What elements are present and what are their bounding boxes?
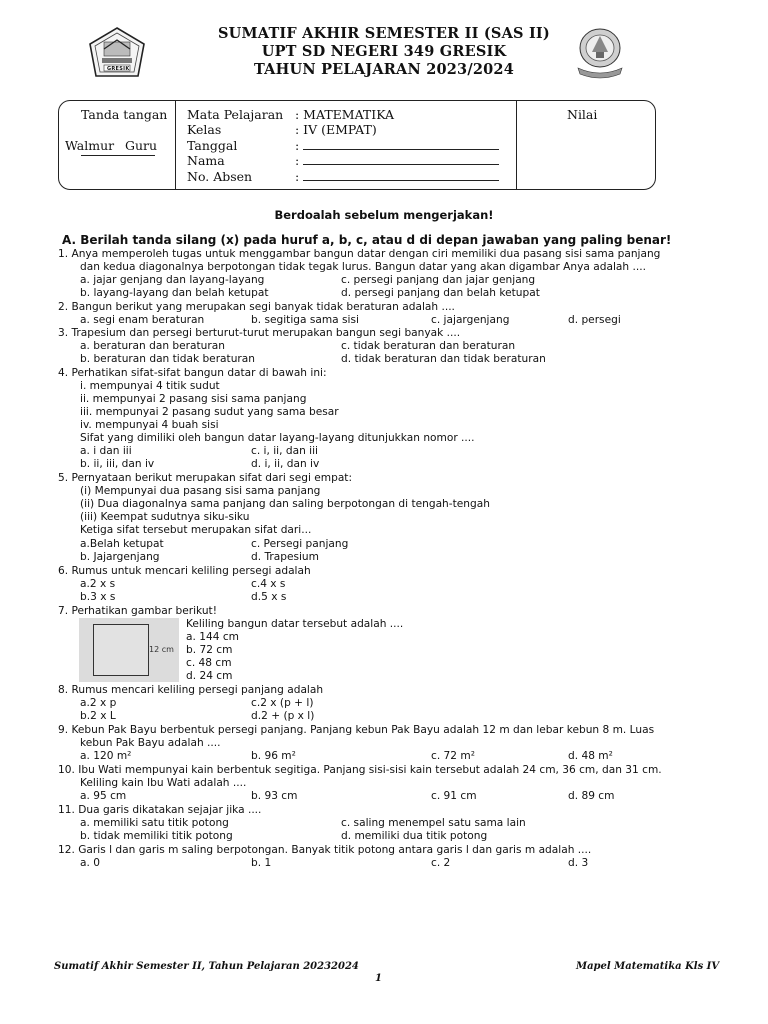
q12-option-b[interactable]: b. 1 [251, 857, 272, 869]
q8-option-a[interactable]: a.2 x p [80, 697, 117, 709]
q9-option-c[interactable]: c. 72 m² [431, 750, 475, 762]
q5-statement-2: (ii) Dua diagonalnya sama panjang dan saling berpotongan di tengah-tengah [80, 498, 490, 510]
q5-option-b[interactable]: b. Jajargenjang [80, 551, 160, 563]
q8-option-b[interactable]: b.2 x L [80, 710, 116, 722]
signature-label: Tanda tangan [81, 107, 168, 122]
header-title-line1: SUMATIF AKHIR SEMESTER II (SAS II) [218, 25, 550, 42]
q9-text-line1: 9. Kebun Pak Bayu berbentuk persegi panjang. Panjang kebun Pak Bayu adalah 12 m dan lebar kebun 8 m. Luas [58, 724, 655, 736]
name-colon: : [295, 153, 300, 168]
absen-colon: : [295, 169, 300, 184]
q4-property-i: i. mempunyai 4 titik sudut [80, 380, 220, 392]
q10-text-line1: 10. Ibu Wati mempunyai kain berbentuk segitiga. Panjang sisi-sisi kain tersebut adalah 24 cm, 36 cm, dan 31 cm. [58, 764, 662, 776]
q9-text-line2: kebun Pak Bayu adalah .... [80, 737, 221, 749]
q2-option-c[interactable]: c. jajargenjang [431, 314, 510, 326]
q5-statement-1: (i) Mempunyai dua pasang sisi sama panjang [80, 485, 321, 497]
absen-field[interactable] [295, 169, 499, 184]
q11-option-b[interactable]: b. tidak memiliki titik potong [80, 830, 233, 842]
q9-option-d[interactable]: d. 48 m² [568, 750, 613, 762]
q4-question: Sifat yang dimiliki oleh bangun datar layang-layang ditunjukkan nomor .... [80, 432, 475, 444]
q1-option-d[interactable]: d. persegi panjang dan belah ketupat [341, 287, 540, 299]
q8-option-c[interactable]: c.2 x (p + l) [251, 697, 314, 709]
q3-option-d[interactable]: d. tidak beraturan dan tidak beraturan [341, 353, 546, 365]
q3-option-c[interactable]: c. tidak beraturan dan beraturan [341, 340, 516, 352]
q12-option-a[interactable]: a. 0 [80, 857, 100, 869]
class-value: : IV (EMPAT) [295, 122, 377, 137]
q4-option-b[interactable]: b. ii, iii, dan iv [80, 458, 155, 470]
q7-question: Keliling bangun datar tersebut adalah .... [186, 618, 404, 630]
q3-option-b[interactable]: b. beraturan dan tidak beraturan [80, 353, 255, 365]
q5-option-a[interactable]: a.Belah ketupat [80, 538, 164, 550]
q5-option-c[interactable]: c. Persegi panjang [251, 538, 349, 550]
q10-option-b[interactable]: b. 93 cm [251, 790, 298, 802]
q7-option-c[interactable]: c. 48 cm [186, 657, 232, 669]
q11-option-c[interactable]: c. saling menempel satu sama lain [341, 817, 526, 829]
section-a-heading: A. Berilah tanda silang (x) pada huruf a, b, c, atau d di depan jawaban yang paling benar! [62, 233, 672, 247]
q6-option-c[interactable]: c.4 x s [251, 578, 286, 590]
student-info-box [58, 100, 656, 190]
footer-left-text: Sumatif Akhir Semester II, Tahun Pelajaran 20232024 [54, 961, 359, 972]
q11-text: 11. Dua garis dikatakan sejajar jika .... [58, 804, 262, 816]
q12-text: 12. Garis l dan garis m saling berpotongan. Banyak titik potong antara garis l dan garis m adalah .... [58, 844, 592, 856]
absen-label: No. Absen [187, 169, 253, 184]
q4-text: 4. Perhatikan sifat-sifat bangun datar di bawah ini: [58, 367, 327, 379]
q10-text-line2: Keliling kain Ibu Wati adalah .... [80, 777, 247, 789]
q6-option-d[interactable]: d.5 x s [251, 591, 287, 603]
q5-text: 5. Pernyataan berikut merupakan sifat dari segi empat: [58, 472, 353, 484]
guru-label: Guru [125, 138, 158, 153]
q9-option-a[interactable]: a. 120 m² [80, 750, 132, 762]
q1-option-b[interactable]: b. layang-layang dan belah ketupat [80, 287, 269, 299]
q6-text: 6. Rumus untuk mencari keliling persegi adalah [58, 565, 311, 577]
date-label: Tanggal [187, 138, 238, 153]
q7-option-a[interactable]: a. 144 cm [186, 631, 239, 643]
header-title-line3: TAHUN PELAJARAN 2023/2024 [253, 61, 515, 78]
walmur-label: Walmur [65, 138, 115, 153]
signature-line [81, 155, 155, 156]
q9-option-b[interactable]: b. 96 m² [251, 750, 296, 762]
q3-text: 3. Trapesium dan persegi berturut-turut merupakan bangun segi banyak .... [58, 327, 461, 339]
q4-option-c[interactable]: c. i, ii, dan iii [251, 445, 318, 457]
q7-square-figure [79, 618, 179, 682]
score-label: Nilai [567, 107, 598, 122]
name-field[interactable] [295, 153, 499, 168]
q5-question: Ketiga sifat tersebut merupakan sifat dari... [80, 524, 312, 536]
q4-option-d[interactable]: d. i, ii, dan iv [251, 458, 320, 470]
q4-property-iv: iv. mempunyai 4 buah sisi [80, 419, 219, 431]
subject-label: Mata Pelajaran [187, 107, 284, 122]
date-colon: : [295, 138, 300, 153]
header-title-line2: UPT SD NEGERI 349 GRESIK [261, 43, 507, 60]
q2-option-b[interactable]: b. segitiga sama sisi [251, 314, 359, 326]
q10-option-d[interactable]: d. 89 cm [568, 790, 615, 802]
q6-option-b[interactable]: b.3 x s [80, 591, 116, 603]
q12-option-d[interactable]: d. 3 [568, 857, 589, 869]
q4-property-iii: iii. mempunyai 2 pasang sudut yang sama besar [80, 406, 339, 418]
q7-side-label: 12 cm [149, 645, 174, 654]
q1-option-c[interactable]: c. persegi panjang dan jajar genjang [341, 274, 536, 286]
q2-option-a[interactable]: a. segi enam beraturan [80, 314, 205, 326]
q2-option-d[interactable]: d. persegi [568, 314, 621, 326]
left-logo-label: GRESIK [107, 66, 130, 72]
q12-option-c[interactable]: c. 2 [431, 857, 451, 869]
footer-right-text: Mapel Matematika Kls IV [576, 961, 720, 972]
q11-option-d[interactable]: d. memiliki dua titik potong [341, 830, 488, 842]
q5-option-d[interactable]: d. Trapesium [251, 551, 319, 563]
q7-option-b[interactable]: b. 72 cm [186, 644, 233, 656]
page-number: 1 [375, 973, 382, 984]
q8-text: 8. Rumus mencari keliling persegi panjang adalah [58, 684, 324, 696]
q4-property-ii: ii. mempunyai 2 pasang sisi sama panjang [80, 393, 307, 405]
q10-option-a[interactable]: a. 95 cm [80, 790, 127, 802]
q1-text-line1: 1. Anya memperoleh tugas untuk menggambar bangun datar dengan ciri memiliki dua pasang sisi sama panjang [58, 248, 661, 260]
prayer-text: Berdoalah sebelum mengerjakan! [274, 208, 494, 222]
q4-option-a[interactable]: a. i dan iii [80, 445, 132, 457]
q1-option-a[interactable]: a. jajar genjang dan layang-layang [80, 274, 265, 286]
subject-value: : MATEMATIKA [295, 107, 395, 122]
class-label: Kelas [187, 122, 222, 137]
q8-option-d[interactable]: d.2 + (p x l) [251, 710, 315, 722]
q5-statement-3: (iii) Keempat sudutnya siku-siku [80, 511, 250, 523]
q2-text: 2. Bangun berikut yang merupakan segi banyak tidak beraturan adalah .... [58, 301, 455, 313]
q3-option-a[interactable]: a. beraturan dan beraturan [80, 340, 225, 352]
q11-option-a[interactable]: a. memiliki satu titik potong [80, 817, 229, 829]
q1-text-line2: dan kedua diagonalnya berpotongan tidak tegak lurus. Bangun datar yang akan digambar Anya adalah .... [80, 261, 646, 273]
q7-square-shape [93, 624, 149, 676]
q7-option-d[interactable]: d. 24 cm [186, 670, 233, 682]
name-label: Nama [187, 153, 225, 168]
question-list [58, 248, 708, 868]
q10-option-c[interactable]: c. 91 cm [431, 790, 477, 802]
q6-option-a[interactable]: a.2 x s [80, 578, 116, 590]
q7-text: 7. Perhatikan gambar berikut! [58, 605, 217, 617]
date-field[interactable] [295, 138, 499, 153]
